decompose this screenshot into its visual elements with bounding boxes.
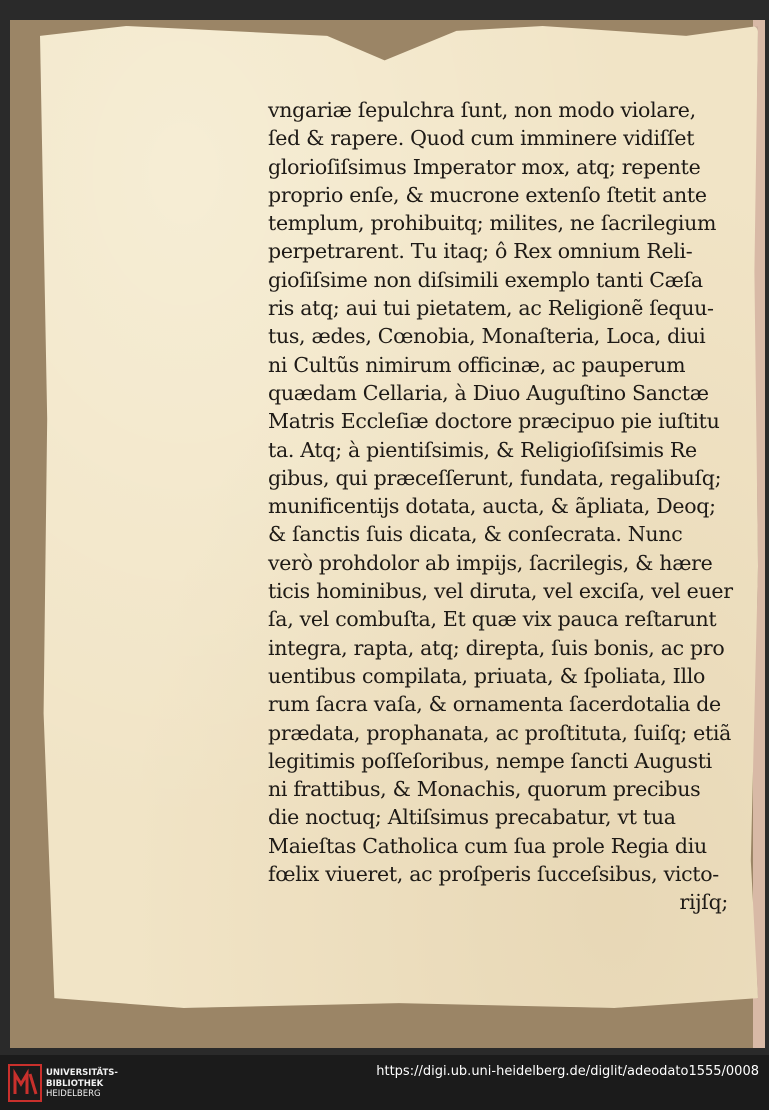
text-line: fœlix viueret, ac proſperis ſucceſsibus, victo- xyxy=(268,862,719,887)
permalink-url[interactable]: https://digi.ub.uni-heidelberg.de/diglit/adeodato1555/0008 xyxy=(376,1064,759,1079)
text-line: die noctuq; Altiſsimus precabatur, vt tua xyxy=(268,805,676,830)
library-name-line2: BIBLIOTHEK xyxy=(46,1078,104,1089)
text-line: ni frattibus, & Monachis, quorum precibus xyxy=(268,777,701,802)
text-line: uentibus compilata, priuata, & ſpoliata, Illo xyxy=(268,663,706,688)
text-line: rum ſacra vaſa, & ornamenta ſacerdotalia de xyxy=(268,692,721,717)
library-name-line3: HEIDELBERG xyxy=(46,1089,101,1099)
text-line: Matris Eccleſiæ doctore præcipuo pie iuſtitu xyxy=(268,409,720,434)
text-line: proprio enſe, & mucrone extenſo ſtetit ante xyxy=(268,182,707,207)
text-line: Maieſtas Catholica cum ſua prole Regia diu xyxy=(268,833,707,858)
text-line: ticis hominibus, vel diruta, vel exciſa, vel euer xyxy=(268,579,733,604)
text-line: rijſq; xyxy=(679,890,728,915)
text-line: & ſanctis ſuis dicata, & conſecrata. Nunc xyxy=(268,522,683,547)
library-name[interactable] xyxy=(46,1068,118,1100)
page-text-block xyxy=(268,96,733,917)
text-line: gioſiſsime non diſsimili exemplo tanti Cæſa xyxy=(268,267,703,292)
library-name-line1: UNIVERSITÄTS- xyxy=(46,1068,118,1078)
text-line: integra, rapta, atq; direpta, ſuis bonis, ac pro xyxy=(268,635,725,660)
text-line: ni Cultũs nimirum officinæ, ac pauperum xyxy=(268,352,686,377)
footer-bar xyxy=(0,1055,769,1110)
text-line: legitimis poſſeſoribus, nempe ſancti Augusti xyxy=(268,748,712,773)
text-line: verò prohdolor ab impijs, ſacrilegis, & hære xyxy=(268,550,713,575)
text-line: ta. Atq; à pientiſsimis, & Religioſiſsimis Re xyxy=(268,437,697,462)
text-line: quædam Cellaria, à Diuo Auguſtino Sanctæ xyxy=(268,380,709,405)
text-line: vngariæ ſepulchra ſunt, non modo violare, xyxy=(268,98,696,122)
text-line: glorioſiſsimus Imperator mox, atq; repente xyxy=(268,154,701,179)
text-line: gibus, qui præceſſerunt, fundata, regalibuſq; xyxy=(268,465,722,490)
text-line: tus, ædes, Cœnobia, Monaſteria, Loca, diui xyxy=(268,324,706,349)
text-line: ſed & rapere. Quod cum imminere vidiſſet xyxy=(268,126,695,151)
text-line: munificentijs dotata, aucta, & ãpliata, Deoq; xyxy=(268,494,716,519)
text-line: templum, prohibuitq; milites, ne ſacrilegium xyxy=(268,211,717,236)
text-line: prædata, prophanata, ac proſtituta, ſuiſq; etiã xyxy=(268,720,732,745)
text-line: ſa, vel combuſta, Et quæ vix pauca reſtarunt xyxy=(268,607,717,632)
text-line: perpetrarent. Tu itaq; ô Rex omnium Reli- xyxy=(268,239,693,264)
university-library-logo-icon[interactable] xyxy=(8,1064,42,1102)
text-line: ris atq; aui tui pietatem, ac Religionẽ ſequu- xyxy=(268,296,714,321)
